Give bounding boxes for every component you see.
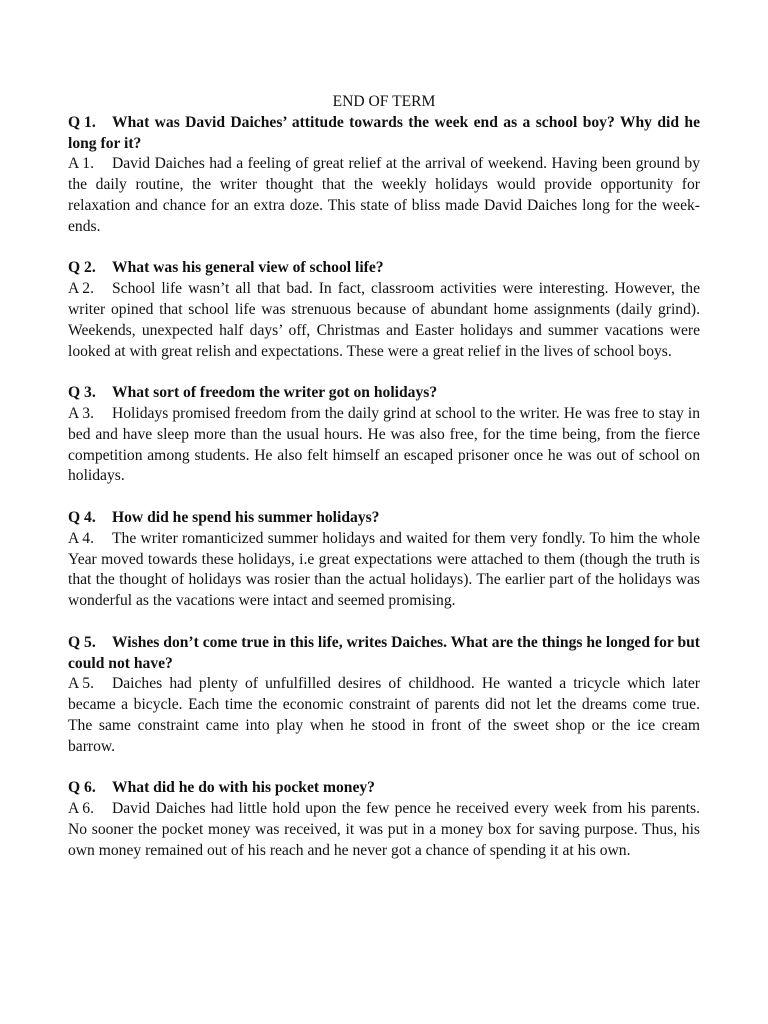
question-text: What was David Daiches’ attitude towards the week end as a school boy? Why did he long for it? xyxy=(68,113,700,152)
answer-text: David Daiches had a feeling of great relief at the arrival of weekend. Having been ground by the daily routine, the writer thought that the weekly holidays would provide opportunity for relaxation and chance for an extra doze. This state of bliss made David Daiches long for the week- ends. xyxy=(68,155,700,235)
answer-3 xyxy=(68,404,700,487)
answer-number: A 4. xyxy=(68,529,94,547)
answer-5 xyxy=(68,674,700,757)
qa-item-4 xyxy=(68,508,700,612)
answer-number: A 3. xyxy=(68,404,94,422)
question-5 xyxy=(68,633,700,675)
page-title: END OF TERM xyxy=(332,93,436,110)
qa-item-1 xyxy=(68,113,700,238)
question-1 xyxy=(68,113,700,155)
question-number: Q 1. xyxy=(68,113,96,131)
question-text: What was his general view of school life? xyxy=(112,259,384,277)
question-number: Q 5. xyxy=(68,633,96,651)
qa-item-6 xyxy=(68,778,700,861)
question-text: What did he do with his pocket money? xyxy=(112,779,375,797)
answer-2 xyxy=(68,279,700,362)
answer-text: Holidays promised freedom from the daily grind at school to the writer. He was free to stay in bed and have sleep more than the usual hours. He was also free, for the time being, from the fierce competition among students. He also felt himself an escaped prisoner once he was out of school on holidays. xyxy=(68,404,700,485)
answer-number: A 5. xyxy=(68,675,94,693)
question-number: Q 6. xyxy=(68,779,96,797)
question-2 xyxy=(68,258,700,279)
qa-item-2 xyxy=(68,258,700,362)
question-4 xyxy=(68,508,700,529)
question-6 xyxy=(68,778,700,799)
question-text: How did he spend his summer holidays? xyxy=(112,508,380,526)
qa-item-5 xyxy=(68,633,700,758)
answer-text: School life wasn’t all that bad. In fact, classroom activities were interesting. However, the writer opined that school life was strenuous because of abundant home assignments (daily grind). Weekends, unexpected half days’ off, Christmas and Easter holidays and summer vacations were looked at with great relish and expectations. These were a great relief in the lives of school boys. xyxy=(68,280,700,360)
question-number: Q 3. xyxy=(68,384,96,402)
question-text: Wishes don’t come true in this life, writes Daiches. What are the things he longed for but could not have? xyxy=(68,633,700,672)
question-3 xyxy=(68,383,700,404)
answer-number: A 1. xyxy=(68,155,94,173)
qa-item-3 xyxy=(68,383,700,487)
answer-text: David Daiches had little hold upon the few pence he received every week from his parents. No sooner the pocket money was received, it was put in a money box for saving purpose. Thus, his own money remained out of his reach and he never got a chance of spending it at his own. xyxy=(68,800,700,859)
question-number: Q 4. xyxy=(68,508,96,526)
answer-4 xyxy=(68,529,700,612)
answer-text: The writer romanticized summer holidays and waited for them very fondly. To him the whole Year moved towards these holidays, i.e great expectations were attached to them (though the truth is that the thought of holidays was rosier than the actual holidays). The earlier part of the holidays was wonderful as the vacations were intact and seemed promising. xyxy=(68,529,700,610)
question-text: What sort of freedom the writer got on holidays? xyxy=(112,384,438,402)
answer-text: Daiches had plenty of unfulfilled desires of childhood. He wanted a tricycle which later became a bicycle. Each time the economic constraint of parents did not let the dreams come true. The same constraint came into play when he stood in front of the sweet shop or the ice cream barrow. xyxy=(68,675,700,755)
answer-1 xyxy=(68,154,700,237)
question-number: Q 2. xyxy=(68,259,96,277)
answer-number: A 6. xyxy=(68,800,94,818)
answer-number: A 2. xyxy=(68,280,94,298)
document-page xyxy=(68,92,700,882)
answer-6 xyxy=(68,799,700,861)
